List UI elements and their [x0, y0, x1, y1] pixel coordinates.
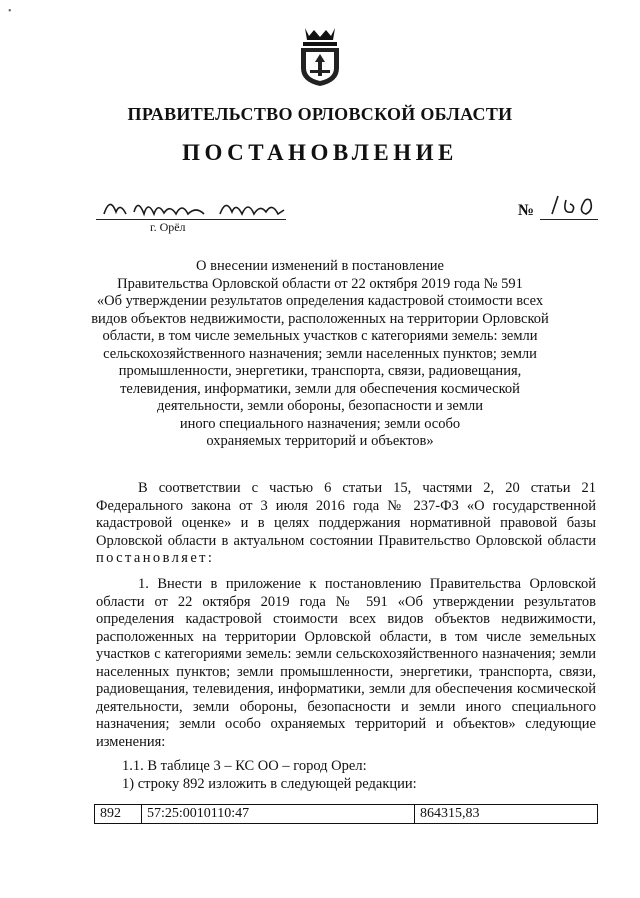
subject-line: деятельности, земли обороны, безопасности и земли	[157, 398, 483, 414]
handwritten-date-signature	[100, 192, 300, 222]
cadastral-number-cell: 57:25:0010110:47	[142, 805, 415, 824]
subject-line: телевидения, информатики, земли для обеспечения космической	[120, 380, 520, 397]
government-title: ПРАВИТЕЛЬСТВО ОРЛОВСКОЙ ОБЛАСТИ	[127, 104, 513, 124]
row-number-cell: 892	[95, 805, 142, 824]
subject-line: О внесении изменений в постановление	[196, 258, 444, 274]
subclause-1-1: 1.1. В таблице 3 – КС ОО – город Орел:	[122, 758, 367, 774]
table-row	[95, 805, 598, 824]
number-label: №	[518, 202, 535, 219]
handwritten-number	[542, 190, 612, 220]
subject-line: охраняемых территорий и объектов»	[206, 433, 434, 449]
resolves-word: постановляет:	[96, 550, 215, 566]
subject-line: области, в том числе земельных участков с категориями земель: земли	[102, 328, 538, 344]
subject-line: иного специального назначения; земли особо	[179, 415, 461, 432]
subject-line: Правительства Орловской области от 22 октября 2019 года № 591	[117, 275, 523, 292]
number-underline	[540, 219, 598, 220]
preamble-paragraph	[96, 480, 596, 568]
preamble-text: В соответствии с частью 6 статьи 15, частями 2, 20 статьи 21 Федерального закона от 3 июля 2016 года № 237-ФЗ «О государственной кадастровой оценке» и в целях поддержания нормативной правовой базы Орловской области в актуальном состоянии Правительство Орловской области	[96, 480, 596, 549]
city-label: г. Орёл	[150, 220, 186, 234]
scan-mark: •	[8, 6, 12, 17]
document-type-title: ПОСТАНОВЛЕНИЕ	[182, 140, 458, 165]
subject-line: сельскохозяйственного назначения; земли населенных пунктов; земли	[103, 345, 537, 362]
coat-of-arms-emblem	[295, 24, 345, 88]
cadastral-value-cell: 864315,83	[415, 805, 598, 824]
subclause-item-1: 1) строку 892 изложить в следующей редакции:	[122, 776, 417, 792]
document-subject	[90, 258, 550, 451]
date-underline	[96, 219, 286, 220]
subject-line: «Об утверждении результатов определения кадастровой стоимости всех	[96, 293, 544, 309]
subject-line: видов объектов недвижимости, расположенных на территории Орловской	[91, 310, 549, 327]
cadastral-record-table	[94, 804, 598, 824]
clause-1-paragraph: 1. Внести в приложение к постановлению Правительства Орловской области от 22 октября 2019 года № 591 «Об утверждении результатов определения кадастровой стоимости всех видов объектов недвижимости, расположенных на территории Орловской области, в том числе земельных участков с категориями земель: земли сельскохозяйственного назначения; земли населенных пунктов; земли промышленности, энергетики, транспорта, связи, радиовещания, телевидения, информатики, земли для обеспечения космической деятельности, земли обороны, безопасности и земли иного специального назначения; земли особо охраняемых территорий и объектов» следующие изменения:	[96, 576, 596, 750]
subject-line: промышленности, энергетики, транспорта, связи, радиовещания,	[118, 363, 522, 379]
